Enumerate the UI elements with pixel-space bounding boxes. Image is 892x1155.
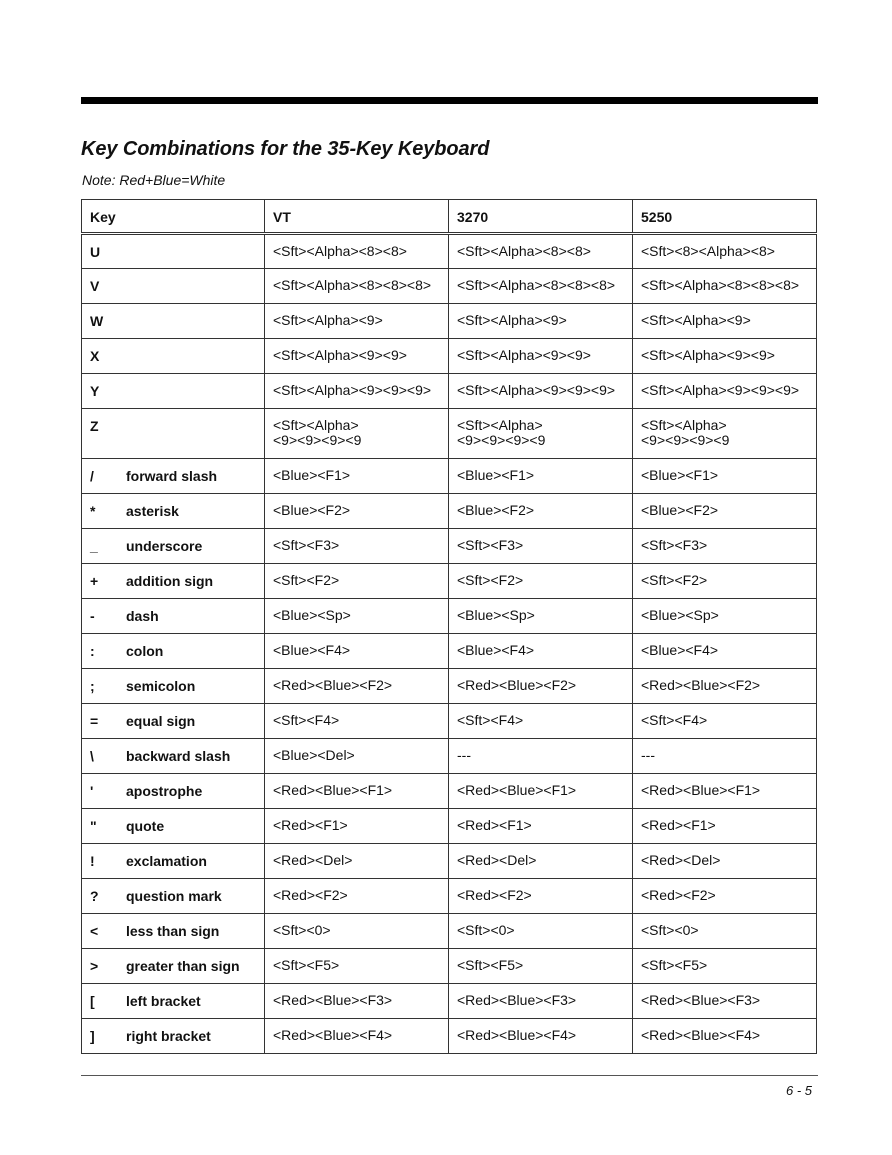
vt-cell: <Red><F1> bbox=[265, 809, 449, 844]
vt-cell: <Sft><0> bbox=[265, 914, 449, 949]
table-row bbox=[82, 984, 817, 1019]
vt-cell: <Blue><Sp> bbox=[265, 599, 449, 634]
cell-5250: <Blue><Sp> bbox=[633, 599, 817, 634]
table-row bbox=[82, 409, 817, 459]
cell-5250: <Sft><F5> bbox=[633, 949, 817, 984]
key-symbol: " bbox=[90, 818, 97, 834]
cell-3270: <Sft><0> bbox=[449, 914, 633, 949]
cell-3270: <Red><Blue><F4> bbox=[449, 1019, 633, 1054]
key-description: right bracket bbox=[126, 1028, 211, 1044]
key-symbol: ] bbox=[90, 1028, 95, 1044]
key-description: quote bbox=[126, 818, 165, 834]
cell-5250: <Red><Blue><F1> bbox=[633, 774, 817, 809]
vt-cell: <Red><Blue><F3> bbox=[265, 984, 449, 1019]
key-description: dash bbox=[126, 608, 159, 624]
vt-cell: <Sft><Alpha><9><9><9> bbox=[265, 374, 449, 409]
table-row bbox=[82, 304, 817, 339]
cell-5250: <Red><Blue><F3> bbox=[633, 984, 817, 1019]
vt-cell: <Sft><Alpha><9><9> bbox=[265, 339, 449, 374]
table-row bbox=[82, 809, 817, 844]
key-symbol: [ bbox=[90, 993, 95, 1009]
vt-cell: <Sft><Alpha><9> bbox=[265, 304, 449, 339]
key-symbol: : bbox=[90, 643, 95, 659]
vt-cell: <Blue><Del> bbox=[265, 739, 449, 774]
cell-3270: <Blue><F2> bbox=[449, 494, 633, 529]
key-cell bbox=[82, 234, 265, 269]
table-row bbox=[82, 844, 817, 879]
key-cell bbox=[82, 879, 265, 914]
key-symbol: _ bbox=[90, 538, 98, 554]
cell-5250: <Sft><0> bbox=[633, 914, 817, 949]
cell-3270: <Red><F1> bbox=[449, 809, 633, 844]
key-description: semicolon bbox=[126, 678, 196, 694]
table-row bbox=[82, 529, 817, 564]
cell-5250: <Blue><F1> bbox=[633, 459, 817, 494]
cell-3270: <Sft><Alpha> <9><9><9><9 bbox=[449, 409, 633, 459]
key-cell bbox=[82, 1019, 265, 1054]
key-cell bbox=[82, 739, 265, 774]
vt-cell: <Sft><Alpha> <9><9><9><9 bbox=[265, 409, 449, 459]
key-symbol: X bbox=[90, 348, 100, 364]
cell-3270: <Red><Blue><F2> bbox=[449, 669, 633, 704]
table-row bbox=[82, 634, 817, 669]
key-cell bbox=[82, 564, 265, 599]
key-cell bbox=[82, 409, 265, 459]
key-cell bbox=[82, 634, 265, 669]
key-description: equal sign bbox=[126, 713, 196, 729]
cell-5250: <Sft><Alpha><9><9> bbox=[633, 339, 817, 374]
vt-cell: <Red><F2> bbox=[265, 879, 449, 914]
key-symbol: Y bbox=[90, 383, 100, 399]
key-description: apostrophe bbox=[126, 783, 203, 799]
table-row bbox=[82, 339, 817, 374]
header-3270: 3270 bbox=[449, 200, 633, 234]
cell-3270: <Sft><F2> bbox=[449, 564, 633, 599]
cell-5250: <Sft><Alpha> <9><9><9><9 bbox=[633, 409, 817, 459]
table-row bbox=[82, 494, 817, 529]
key-cell bbox=[82, 599, 265, 634]
key-symbol: V bbox=[90, 278, 100, 294]
table-row bbox=[82, 374, 817, 409]
table-row bbox=[82, 704, 817, 739]
key-description: underscore bbox=[126, 538, 203, 554]
cell-3270: <Blue><Sp> bbox=[449, 599, 633, 634]
key-cell bbox=[82, 304, 265, 339]
cell-5250: <Red><Blue><F4> bbox=[633, 1019, 817, 1054]
vt-cell: <Blue><F1> bbox=[265, 459, 449, 494]
table-row bbox=[82, 774, 817, 809]
key-cell bbox=[82, 339, 265, 374]
cell-5250: <Blue><F2> bbox=[633, 494, 817, 529]
key-description: asterisk bbox=[126, 503, 179, 519]
key-cell bbox=[82, 529, 265, 564]
key-description: question mark bbox=[126, 888, 222, 904]
vt-cell: <Blue><F4> bbox=[265, 634, 449, 669]
key-description: greater than sign bbox=[126, 958, 240, 974]
key-symbol: ! bbox=[90, 853, 95, 869]
cell-5250: <Sft><Alpha><8><8><8> bbox=[633, 269, 817, 304]
cell-5250: <Sft><8><Alpha><8> bbox=[633, 234, 817, 269]
cell-5250: <Sft><F4> bbox=[633, 704, 817, 739]
vt-cell: <Sft><F5> bbox=[265, 949, 449, 984]
vt-cell: <Red><Del> bbox=[265, 844, 449, 879]
key-symbol: ' bbox=[90, 783, 94, 799]
key-cell bbox=[82, 984, 265, 1019]
key-symbol: ; bbox=[90, 678, 95, 694]
key-description: addition sign bbox=[126, 573, 214, 589]
key-symbol: < bbox=[90, 923, 99, 939]
key-description: backward slash bbox=[126, 748, 231, 764]
table-row bbox=[82, 949, 817, 984]
vt-cell: <Sft><Alpha><8><8> bbox=[265, 234, 449, 269]
key-cell bbox=[82, 844, 265, 879]
cell-3270: <Red><Blue><F3> bbox=[449, 984, 633, 1019]
key-cell bbox=[82, 774, 265, 809]
table-row bbox=[82, 914, 817, 949]
header-vt: VT bbox=[265, 200, 449, 234]
cell-3270: <Sft><F5> bbox=[449, 949, 633, 984]
cell-5250: <Sft><Alpha><9> bbox=[633, 304, 817, 339]
cell-3270: <Sft><Alpha><9> bbox=[449, 304, 633, 339]
key-description: colon bbox=[126, 643, 164, 659]
key-symbol: \ bbox=[90, 748, 94, 764]
key-symbol: - bbox=[90, 608, 95, 624]
key-symbol: / bbox=[90, 468, 94, 484]
cell-3270: <Red><Blue><F1> bbox=[449, 774, 633, 809]
vt-cell: <Sft><F3> bbox=[265, 529, 449, 564]
key-symbol: ? bbox=[90, 888, 99, 904]
key-description: exclamation bbox=[126, 853, 207, 869]
cell-5250: <Red><Blue><F2> bbox=[633, 669, 817, 704]
cell-3270: <Blue><F1> bbox=[449, 459, 633, 494]
cell-3270: <Sft><Alpha><9><9> bbox=[449, 339, 633, 374]
cell-3270: <Red><Del> bbox=[449, 844, 633, 879]
cell-5250: <Sft><F2> bbox=[633, 564, 817, 599]
table-row bbox=[82, 459, 817, 494]
header-key: Key bbox=[82, 200, 265, 234]
key-combinations-table bbox=[81, 199, 817, 1054]
vt-cell: <Sft><F2> bbox=[265, 564, 449, 599]
cell-5250: <Red><Del> bbox=[633, 844, 817, 879]
key-description: left bracket bbox=[126, 993, 201, 1009]
cell-5250: <Sft><F3> bbox=[633, 529, 817, 564]
table-row bbox=[82, 879, 817, 914]
vt-cell: <Red><Blue><F1> bbox=[265, 774, 449, 809]
table-row bbox=[82, 269, 817, 304]
cell-3270: <Sft><Alpha><8><8> bbox=[449, 234, 633, 269]
table-row bbox=[82, 1019, 817, 1054]
table-row bbox=[82, 669, 817, 704]
cell-5250: <Blue><F4> bbox=[633, 634, 817, 669]
cell-3270: --- bbox=[449, 739, 633, 774]
cell-3270: <Sft><F3> bbox=[449, 529, 633, 564]
key-symbol: W bbox=[90, 313, 104, 329]
cell-3270: <Sft><Alpha><8><8><8> bbox=[449, 269, 633, 304]
page-number: 6 - 5 bbox=[785, 1083, 812, 1098]
key-cell bbox=[82, 269, 265, 304]
table-row bbox=[82, 599, 817, 634]
key-symbol: U bbox=[90, 244, 101, 260]
cell-3270: <Sft><F4> bbox=[449, 704, 633, 739]
table-header-row bbox=[82, 200, 817, 234]
key-cell bbox=[82, 704, 265, 739]
header-5250: 5250 bbox=[633, 200, 817, 234]
vt-cell: <Red><Blue><F2> bbox=[265, 669, 449, 704]
bottom-rule bbox=[81, 1075, 818, 1076]
cell-3270: <Blue><F4> bbox=[449, 634, 633, 669]
vt-cell: <Sft><F4> bbox=[265, 704, 449, 739]
table-row bbox=[82, 564, 817, 599]
vt-cell: <Red><Blue><F4> bbox=[265, 1019, 449, 1054]
key-description: forward slash bbox=[126, 468, 218, 484]
key-cell bbox=[82, 374, 265, 409]
key-symbol: = bbox=[90, 713, 99, 729]
key-symbol: Z bbox=[90, 418, 99, 434]
table-row bbox=[82, 739, 817, 774]
table-row bbox=[82, 234, 817, 269]
key-symbol: > bbox=[90, 958, 99, 974]
cell-5250: --- bbox=[633, 739, 817, 774]
page-title: Key Combinations for the 35-Key Keyboard bbox=[81, 138, 490, 160]
key-cell bbox=[82, 669, 265, 704]
vt-cell: <Blue><F2> bbox=[265, 494, 449, 529]
table-body bbox=[82, 234, 817, 1054]
key-cell bbox=[82, 809, 265, 844]
key-cell bbox=[82, 494, 265, 529]
key-symbol: * bbox=[90, 503, 96, 519]
top-rule bbox=[81, 97, 818, 104]
cell-5250: <Red><F2> bbox=[633, 879, 817, 914]
key-cell bbox=[82, 914, 265, 949]
cell-3270: <Sft><Alpha><9><9><9> bbox=[449, 374, 633, 409]
cell-5250: <Red><F1> bbox=[633, 809, 817, 844]
key-cell bbox=[82, 949, 265, 984]
key-symbol: + bbox=[90, 573, 99, 589]
cell-5250: <Sft><Alpha><9><9><9> bbox=[633, 374, 817, 409]
key-cell bbox=[82, 459, 265, 494]
note-text: Note: Red+Blue=White bbox=[82, 172, 226, 188]
vt-cell: <Sft><Alpha><8><8><8> bbox=[265, 269, 449, 304]
cell-3270: <Red><F2> bbox=[449, 879, 633, 914]
key-description: less than sign bbox=[126, 923, 220, 939]
